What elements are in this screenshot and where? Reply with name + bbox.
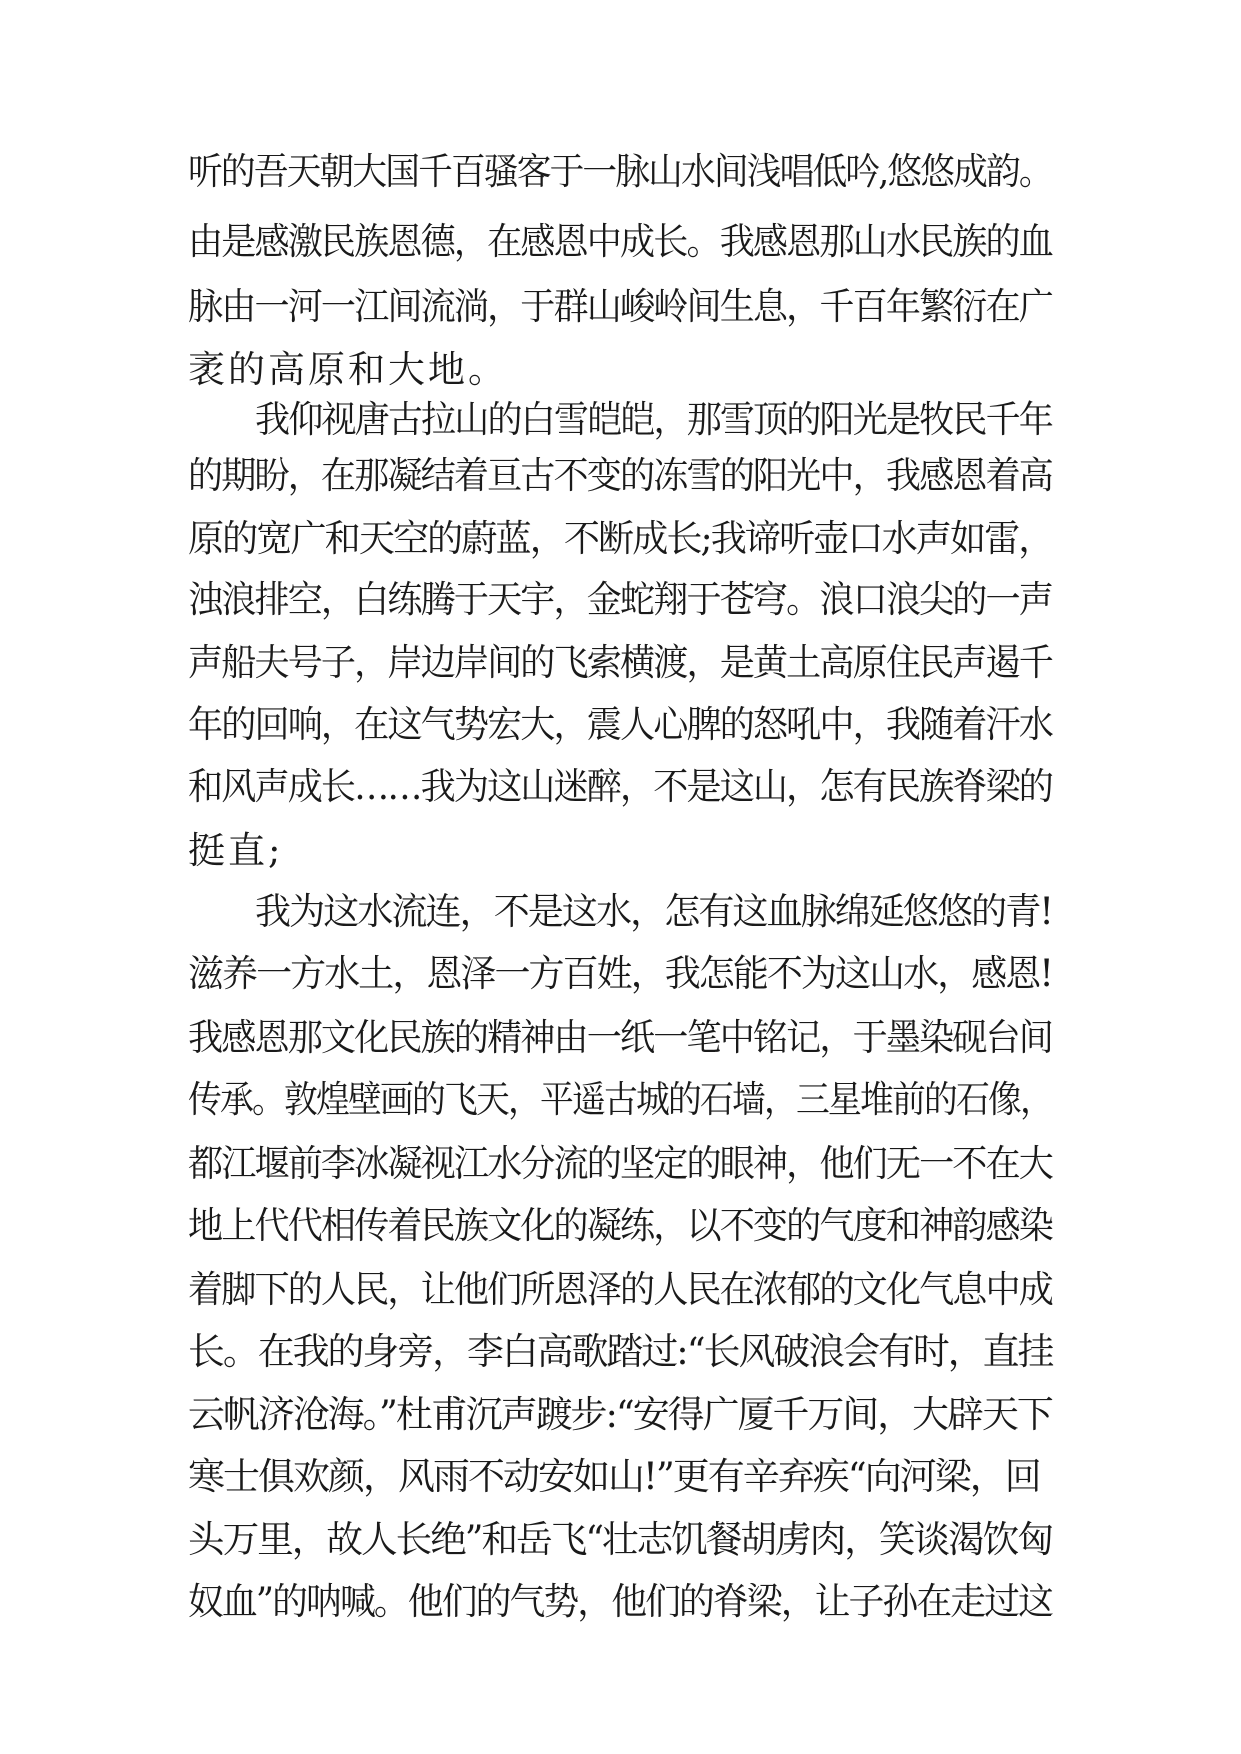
text-line: 滋养一方水土，恩泽一方百姓，我怎能不为这山水，感恩! [188, 952, 1052, 995]
text-line: 的期盼，在那凝结着亘古不变的冻雪的阳光中，我感恩着高 [188, 454, 1052, 497]
text-line: 年的回响，在这气势宏大，震人心脾的怒吼中，我随着汗水 [188, 703, 1052, 746]
text-line: 袤的高原和大地。 [188, 348, 508, 391]
text-line: 头万里，故人长绝”和岳飞“壮志饥餐胡虏肉，笑谈渴饮匈 [188, 1518, 1052, 1561]
text-line: 和风声成长……我为这山迷醉，不是这山，怎有民族脊梁的 [188, 765, 1052, 808]
text-line: 寒士俱欢颜，风雨不动安如山!”更有辛弃疾“向河梁，回 [188, 1455, 1040, 1498]
text-line: 我感恩那文化民族的精神由一纸一笔中铭记，于墨染砚台间 [188, 1016, 1052, 1059]
text-line: 地上代代相传着民族文化的凝练，以不变的气度和神韵感染 [188, 1204, 1052, 1247]
text-line: 由是感激民族恩德，在感恩中成长。我感恩那山水民族的血 [188, 220, 1052, 263]
text-line: 浊浪排空，白练腾于天宇，金蛇翔于苍穹。浪口浪尖的一声 [188, 578, 1052, 621]
text-line: 原的宽广和天空的蔚蓝，不断成长;我谛听壶口水声如雷， [188, 517, 1053, 560]
text-line: 声船夫号子，岸边岸间的飞索横渡，是黄土高原住民声遏千 [188, 641, 1052, 684]
text-line: 都江堰前李冰凝视江水分流的坚定的眼神，他们无一不在大 [188, 1142, 1052, 1185]
text-line: 传承。敦煌壁画的飞天，平遥古城的石墙，三星堆前的石像， [188, 1078, 1052, 1121]
text-line: 长。在我的身旁，李白高歌踏过:“长风破浪会有时，直挂 [188, 1330, 1053, 1373]
text-line: 着脚下的人民，让他们所恩泽的人民在浓郁的文化气息中成 [188, 1268, 1052, 1311]
text-line: 云帆济沧海。”杜甫沉声踱步:“安得广厦千万间，大辟天下 [188, 1393, 1052, 1436]
text-line: 奴血”的呐喊。他们的气势，他们的脊梁，让子孙在走过这 [188, 1580, 1052, 1623]
text-line: 听的吾天朝大国千百骚客于一脉山水间浅唱低吟,悠悠成韵。 [188, 150, 1052, 193]
paragraph-start-line: 我仰视唐古拉山的白雪皑皑，那雪顶的阳光是牧民千年 [255, 398, 1052, 441]
paragraph-start-line: 我为这水流连，不是这水，怎有这血脉绵延悠悠的青! [255, 890, 1052, 933]
text-line: 脉由一河一江间流淌，于群山峻岭间生息，千百年繁衍在广 [188, 285, 1052, 328]
text-line: 挺直; [188, 829, 284, 872]
